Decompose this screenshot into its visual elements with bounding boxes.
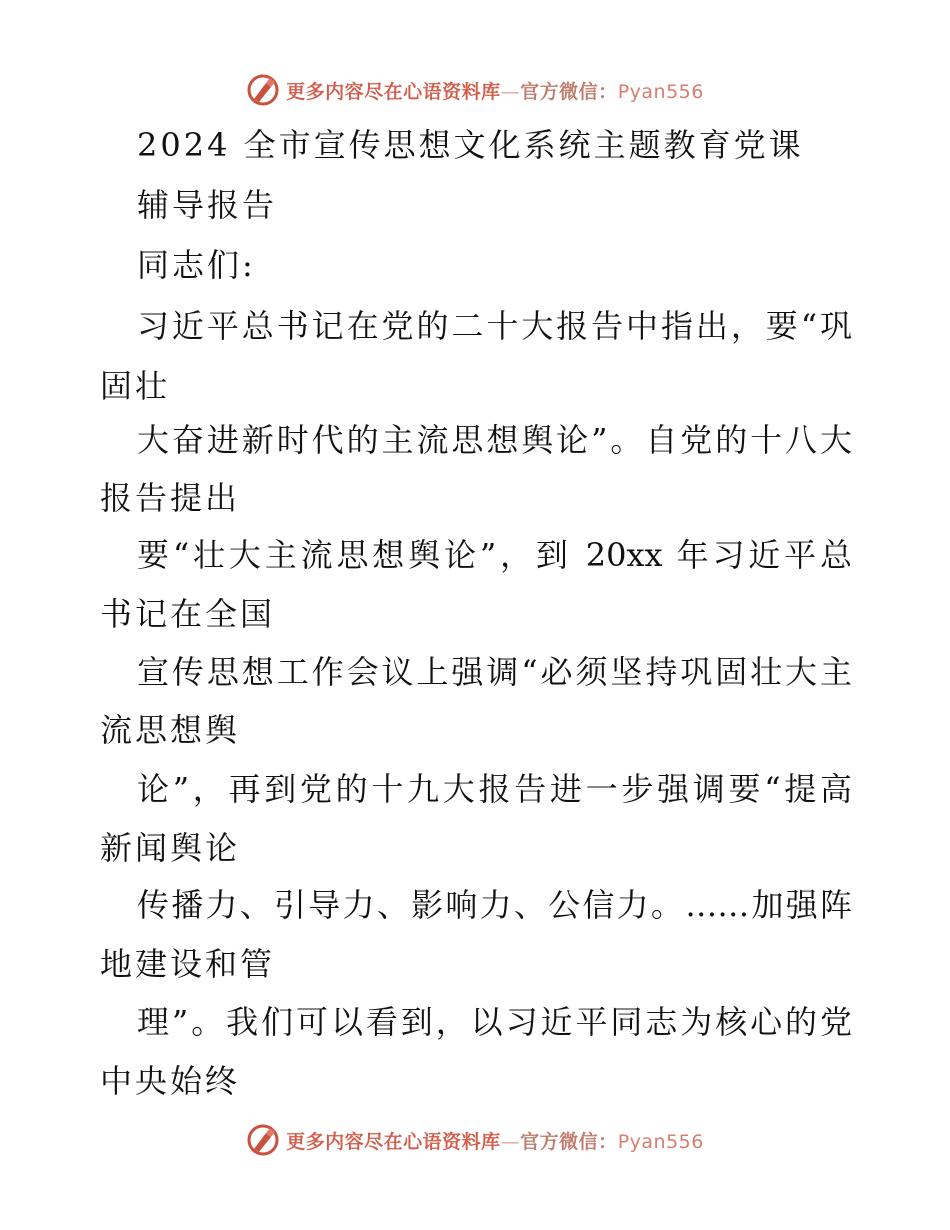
salutation: 同志们: xyxy=(137,246,256,284)
paragraph-line: 宣传思想工作会议上强调“必须坚持巩固壮大主 xyxy=(137,653,852,691)
banner-wechat-id: Pyan556 xyxy=(617,80,704,103)
document-title: 2024 全市宣传思想文化系统主题教育党课 xyxy=(137,126,804,164)
pen-logo-icon xyxy=(246,1123,280,1157)
paragraph-line: 书记在全国 xyxy=(100,595,276,633)
banner-text xyxy=(286,1127,704,1154)
paragraph-line: 理”。我们可以看到，以习近平同志为核心的党 xyxy=(137,1003,852,1041)
paragraph-line: 新闻舆论 xyxy=(100,829,241,867)
banner-wechat-id: Pyan556 xyxy=(617,1130,704,1153)
paragraph-line: 传播力、引导力、影响力、公信力。……加强阵 xyxy=(137,886,852,924)
banner-wechat-label: 官方微信： xyxy=(520,80,618,103)
banner-dash: — xyxy=(500,1130,521,1153)
paragraph-line: 中央始终 xyxy=(100,1062,241,1100)
pen-logo-icon xyxy=(246,73,280,107)
paragraph-line: 大奋进新时代的主流思想舆论”。自党的十八大 xyxy=(137,421,852,459)
footer-banner xyxy=(0,1120,950,1160)
paragraph-line: 习近平总书记在党的二十大报告中指出，要“巩 xyxy=(137,307,852,345)
paragraph-line: 地建设和管 xyxy=(100,945,276,983)
banner-dash: — xyxy=(500,80,521,103)
paragraph-line: 固壮 xyxy=(100,367,171,405)
banner-wechat-label: 官方微信： xyxy=(520,1130,618,1153)
paragraph-line: 论”，再到党的十九大报告进一步强调要“提高 xyxy=(137,770,852,808)
paragraph-line: 报告提出 xyxy=(100,479,241,517)
banner-promo: 更多内容尽在心语资料库 xyxy=(286,1130,501,1153)
paragraph-line: 要“壮大主流思想舆论”，到 20xx 年习近平总 xyxy=(137,536,852,574)
banner-promo: 更多内容尽在心语资料库 xyxy=(286,80,501,103)
document-title-continued: 辅导报告 xyxy=(137,186,278,224)
header-banner xyxy=(0,70,950,110)
banner-text xyxy=(286,77,704,104)
paragraph-line: 流思想舆 xyxy=(100,711,241,749)
